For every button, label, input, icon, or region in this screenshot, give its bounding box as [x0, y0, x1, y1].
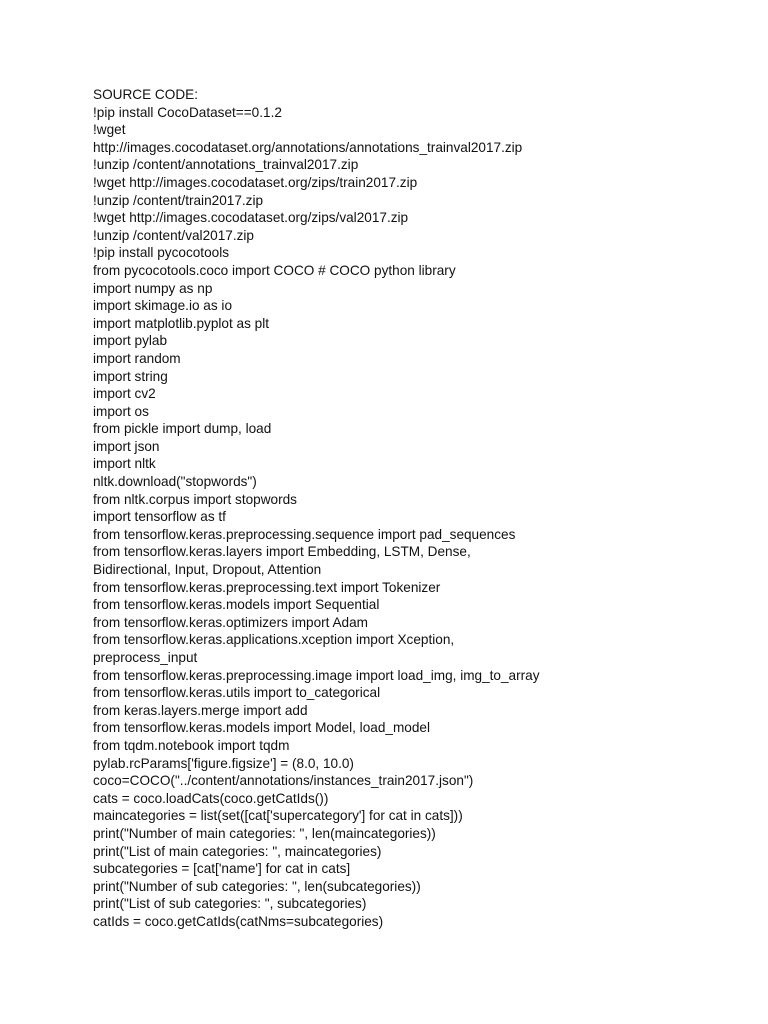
code-line: !unzip /content/val2017.zip	[93, 227, 254, 243]
code-line: coco=COCO("../content/annotations/instances_train2017.json")	[93, 773, 474, 789]
code-line: from tensorflow.keras.models import Model, load_model	[93, 720, 430, 736]
code-line: from tensorflow.keras.preprocessing.sequence import pad_sequences	[93, 526, 516, 542]
code-line: from nltk.corpus import stopwords	[93, 491, 297, 507]
code-line: maincategories = list(set([cat['supercategory'] for cat in cats]))	[93, 808, 463, 824]
code-line: from keras.layers.merge import add	[93, 702, 308, 718]
code-line: pylab.rcParams['figure.figsize'] = (8.0, 10.0)	[93, 755, 354, 771]
code-line: import pylab	[93, 333, 168, 349]
code-line: !unzip /content/train2017.zip	[93, 192, 264, 208]
code-line: from tensorflow.keras.models import Sequential	[93, 597, 380, 613]
code-line: !wget	[93, 122, 126, 138]
code-line: import random	[93, 350, 181, 366]
code-line: from tensorflow.keras.optimizers import Adam	[93, 614, 368, 630]
code-line: from tensorflow.keras.preprocessing.text import Tokenizer	[93, 579, 441, 595]
code-line: !wget http://images.cocodataset.org/zips/val2017.zip	[93, 210, 409, 226]
code-line: import cv2	[93, 386, 156, 402]
code-line: print("List of main categories: ", maincategories)	[93, 843, 382, 859]
code-line: import json	[93, 438, 160, 454]
code-line: import os	[93, 403, 149, 419]
code-line: from tqdm.notebook import tqdm	[93, 737, 290, 753]
code-line: preprocess_input	[93, 650, 198, 665]
code-line: catIds = coco.getCatIds(catNms=subcategories)	[93, 913, 384, 929]
code-line: from pickle import dump, load	[93, 421, 272, 437]
code-line: !wget http://images.cocodataset.org/zips/train2017.zip	[93, 174, 418, 190]
code-line: from tensorflow.keras.utils import to_categorical	[93, 685, 381, 701]
code-line: http://images.cocodataset.org/annotations/annotations_trainval2017.zip	[93, 139, 523, 155]
code-line: from tensorflow.keras.applications.xception import Xception,	[93, 632, 455, 648]
code-line: print("Number of main categories: ", len(maincategories))	[93, 825, 436, 841]
code-line: !pip install pycocotools	[93, 245, 230, 261]
source-code-block	[93, 86, 733, 931]
code-lines	[93, 104, 733, 931]
code-line: import nltk	[93, 456, 156, 472]
section-heading: SOURCE CODE:	[93, 87, 198, 102]
code-line: subcategories = [cat['name'] for cat in cats]	[93, 861, 351, 877]
code-line: nltk.download("stopwords")	[93, 474, 257, 490]
code-line: Bidirectional, Input, Dropout, Attention	[93, 562, 322, 578]
code-line: import skimage.io as io	[93, 298, 233, 314]
code-line: import matplotlib.pyplot as plt	[93, 315, 270, 331]
code-line: print("Number of sub categories: ", len(subcategories))	[93, 878, 421, 894]
code-line: from pycocotools.coco import COCO # COCO python library	[93, 262, 456, 278]
code-line: !pip install CocoDataset==0.1.2	[93, 104, 282, 120]
code-line: import tensorflow as tf	[93, 509, 226, 525]
code-line: import numpy as np	[93, 280, 213, 296]
code-line: cats = coco.loadCats(coco.getCatIds())	[93, 790, 329, 806]
code-line: import string	[93, 368, 168, 384]
code-line: from tensorflow.keras.layers import Embedding, LSTM, Dense,	[93, 544, 471, 560]
code-line: !unzip /content/annotations_trainval2017.zip	[93, 157, 359, 173]
code-line: print("List of sub categories: ", subcategories)	[93, 896, 367, 912]
code-line: from tensorflow.keras.preprocessing.image import load_img, img_to_array	[93, 667, 540, 683]
